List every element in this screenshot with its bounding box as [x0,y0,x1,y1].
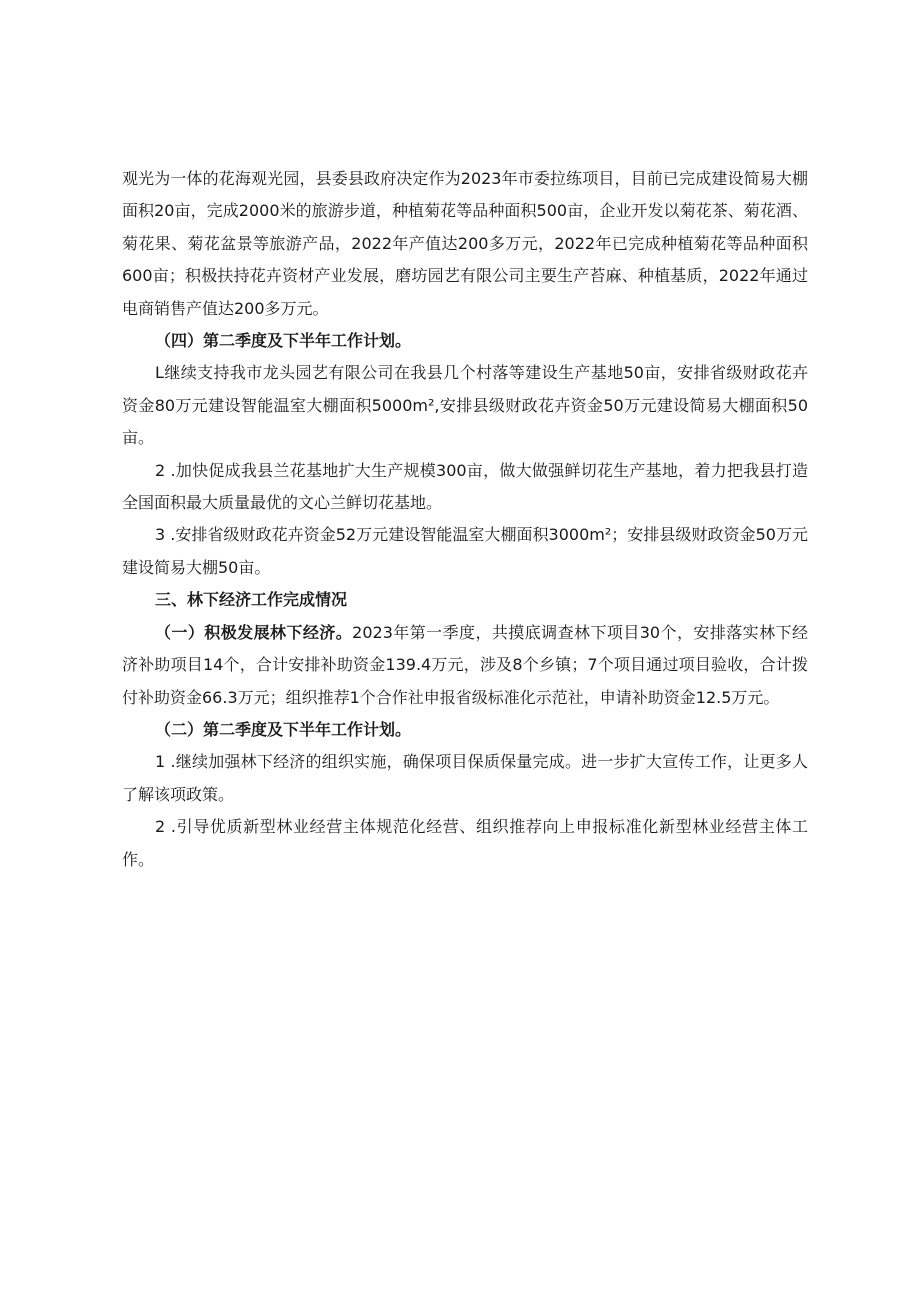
paragraph-forest-plan-item-1: 1 .继续加强林下经济的组织实施，确保项目保质保量完成。进一步扩大宣传工作，让更多人了解该项政策。 [122,752,808,804]
paragraph-lead-heading: （一）积极发展林下经济。 [155,622,353,642]
paragraph-forest-plan-item-2: 2 .引导优质新型林业经营主体规范化经营、组织推荐向上申报标准化新型林业经营主体工作。 [122,817,808,869]
section-heading-q2-flower-plan: （四）第二季度及下半年工作计划。 [155,331,412,351]
section-heading-q2-forest-plan: （二）第二季度及下半年工作计划。 [155,719,412,739]
paragraph-plan-item-2: 2 .加快促成我县兰花基地扩大生产规模300亩，做大做强鲜切花生产基地，着力把我县打造全国面积最大质量最优的文心兰鲜切花基地。 [122,460,808,513]
paragraph-plan-item-3: 3 .安排省级财政花卉资金52万元建设智能温室大棚面积3000m²；安排县级财政资金50万元建设简易大棚50亩。 [122,525,808,577]
paragraph-forest-economy-summary [122,617,808,714]
section-heading-forest-economy: 三、林下经济工作完成情况 [155,590,348,610]
document-body [122,163,808,876]
paragraph-forest-economy-body: 2023年第一季度，共摸底调查林下项目30个，安排落实林下经济补助项目14个，合计安排补助资金139.4万元，涉及8个乡镇；7个项目通过项目验收，合计拨付补助资金66.3万元；组织推荐1个合作社申报省级标准化示范社，申请补助资金12.5万元。 [122,622,808,707]
paragraph-plan-item-1: L继续支持我市龙头园艺有限公司在我县几个村落等建设生产基地50亩，安排省级财政花卉资金80万元建设智能温室大棚面积5000m²,安排县级财政花卉资金50万元建设简易大棚面积50亩。 [122,363,808,448]
paragraph-flower-park: 观光为一体的花海观光园，县委县政府决定作为2023年市委拉练项目，目前已完成建设简易大棚面积20亩，完成2000米的旅游步道，种植菊花等品种面积500亩，企业开发以菊花茶、菊花酒、菊花果、菊花盆景等旅游产品，2022年产值达200多万元，2022年已完成种植菊花等品种面积600亩；积极扶持花卉资材产业发展，磨坊园艺有限公司主要生产苔麻、种植基质，2022年通过电商销售产值达200多万元。 [122,169,808,318]
